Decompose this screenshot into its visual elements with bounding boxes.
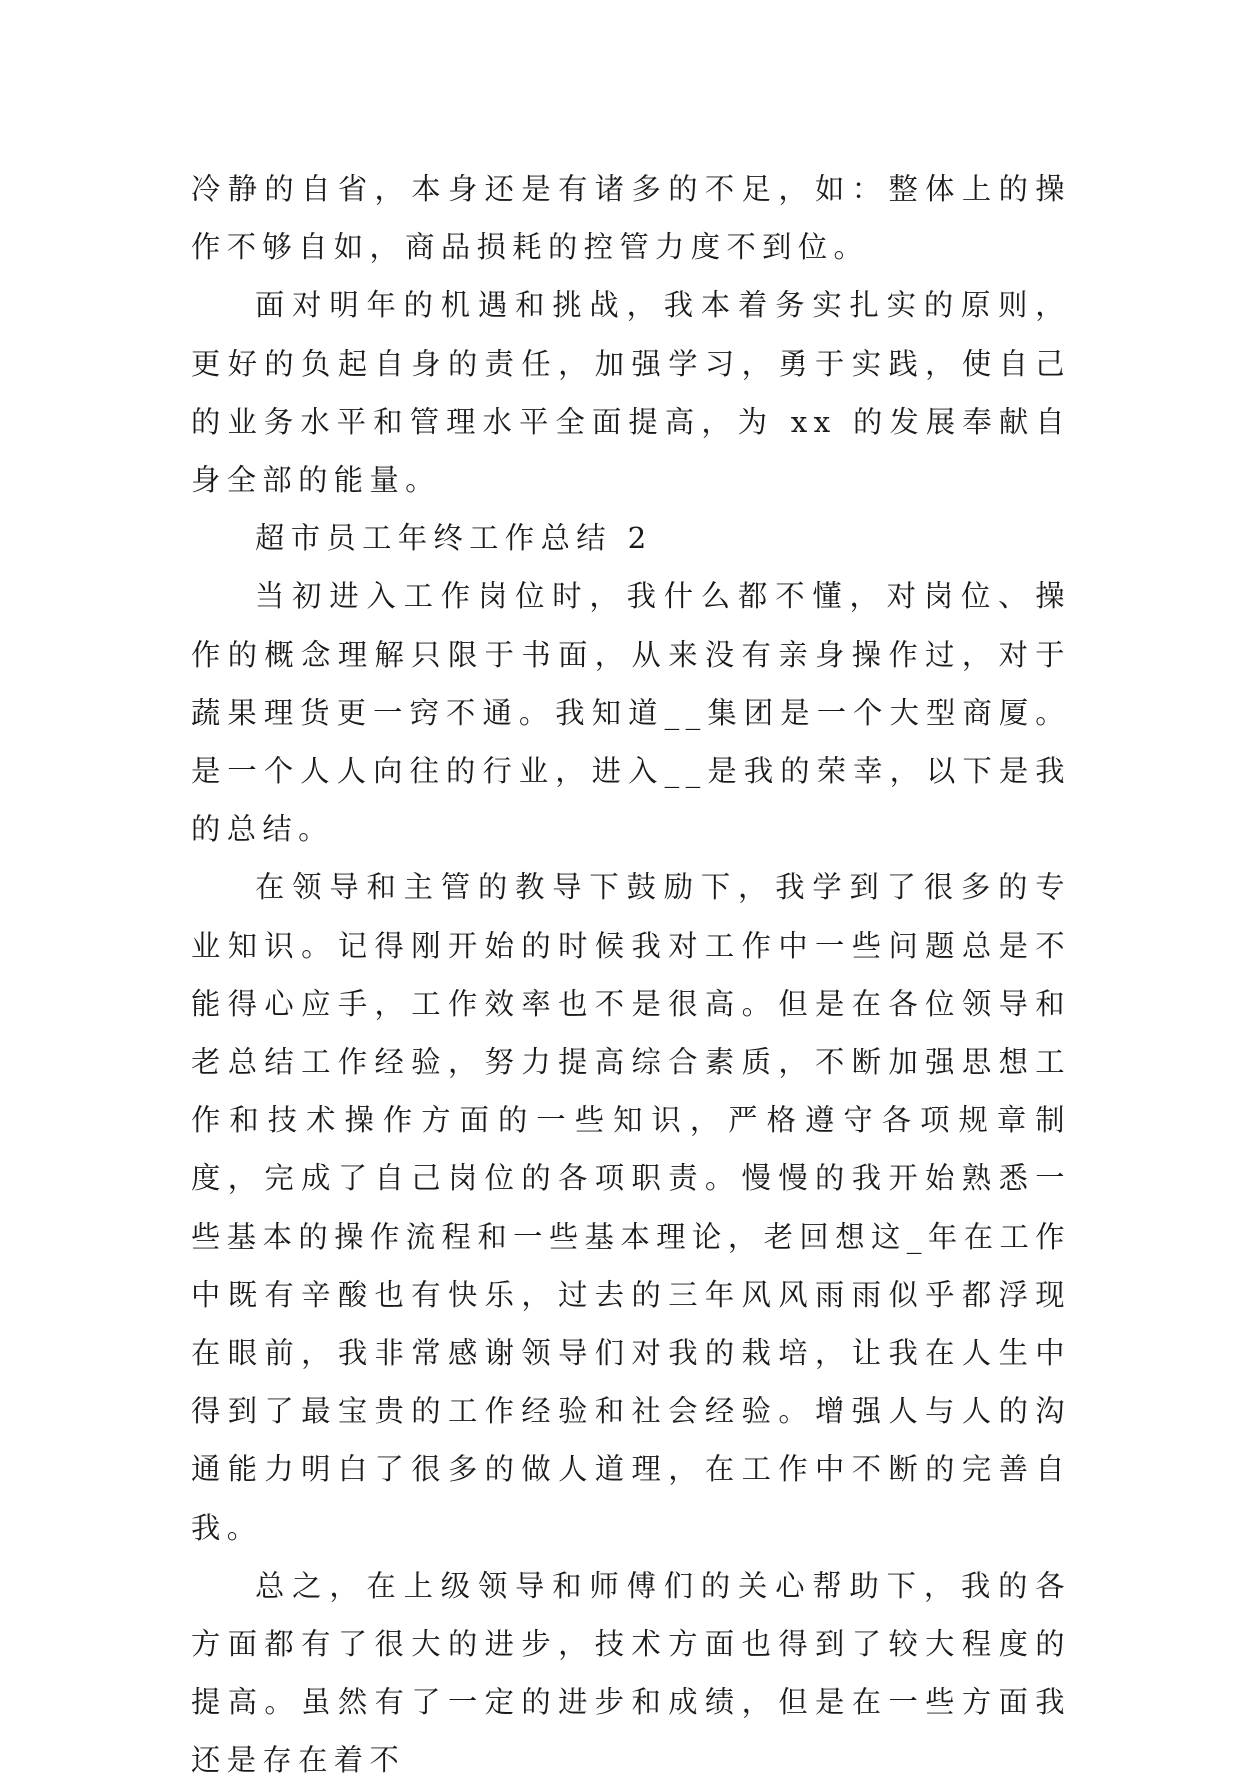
document-body — [191, 160, 1071, 1790]
paragraph-2: 面对明年的机遇和挑战，我本着务实扎实的原则，更好的负起自身的责任，加强学习，勇于实践，使自己的业务水平和管理水平全面提高，为 xx 的发展奉献自身全部的能量。 — [191, 288, 1071, 498]
section-heading: 超市员工年终工作总结 2 — [255, 521, 653, 556]
paragraph-4: 在领导和主管的教导下鼓励下，我学到了很多的专业知识。记得刚开始的时候我对工作中一些问题总是不能得心应手，工作效率也不是很高。但是在各位领导和老总结工作经验，努力提高综合素质，不断加强思想工作和技术操作方面的一些知识，严格遵守各项规章制度，完成了自己岗位的各项职责。慢慢的我开始熟悉一些基本的操作流程和一些基本理论，老回想这_年在工作中既有辛酸也有快乐，过去的三年风风雨雨似乎都浮现在眼前，我非常感谢领导们对我的栽培，让我在人生中得到了最宝贵的工作经验和社会经验。增强人与人的沟通能力明白了很多的做人道理，在工作中不断的完善自我。 — [191, 870, 1071, 1545]
paragraph-1: 冷静的自省，本身还是有诸多的不足，如：整体上的操作不够自如，商品损耗的控管力度不到位。 — [191, 172, 1071, 265]
paragraph-5: 总之，在上级领导和师傅们的关心帮助下，我的各方面都有了很大的进步，技术方面也得到了较大程度的提高。虽然有了一定的进步和成绩，但是在一些方面我还是存在着不 — [191, 1568, 1071, 1778]
paragraph-3: 当初进入工作岗位时，我什么都不懂，对岗位、操作的概念理解只限于书面，从来没有亲身操作过，对于蔬果理货更一窍不通。我知道__集团是一个大型商厦。是一个人人向往的行业，进入__是我的荣幸，以下是我的总结。 — [191, 579, 1071, 847]
